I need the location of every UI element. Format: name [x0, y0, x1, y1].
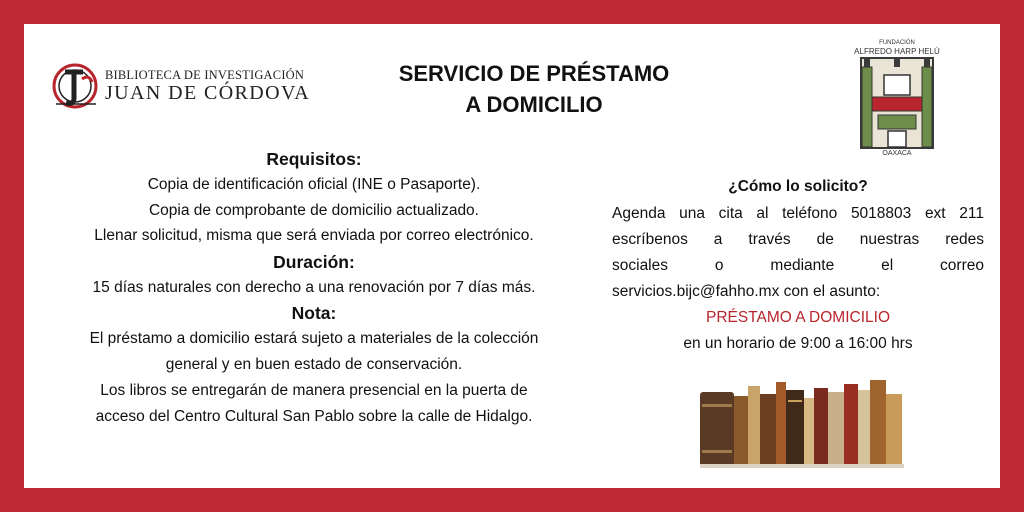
requisito-item: Copia de comprobante de domicilio actualizado.: [148, 201, 479, 219]
request-heading: ¿Cómo lo solicito?: [728, 178, 868, 195]
foundation-logo: [852, 40, 942, 158]
request-subject: PRÉSTAMO A DOMICILIO: [705, 309, 891, 326]
requisitos-heading: Requisitos:: [266, 149, 362, 169]
requirements-column: [40, 146, 588, 430]
foundation-name: ALFREDO HARP HELÚ: [854, 47, 940, 56]
library-monogram-icon: [52, 58, 100, 114]
nota-line: Los libros se entregarán de manera presencial en la puerta de: [100, 382, 528, 399]
duracion-text: 15 días naturales con derecho a una renovación por 7 días más.: [92, 278, 536, 296]
nota-heading: Nota:: [291, 303, 337, 323]
foundation-emblem-icon: [860, 57, 934, 149]
foundation-label: FUNDACIÓN: [879, 40, 915, 46]
requisito-item: Llenar solicitud, misma que será enviada por correo electrónico.: [94, 227, 534, 244]
request-line: escríbenos a través de nuestras redes: [612, 231, 984, 248]
request-column: [612, 175, 984, 357]
duracion-heading: Duración:: [273, 251, 355, 272]
library-logo: [52, 58, 312, 114]
request-email-line: servicios.bijc@fahho.mx con el asunto:: [612, 283, 881, 300]
nota-line: El préstamo a domicilio estará sujeto a materiales de la colección: [89, 330, 539, 347]
library-name-line1: BIBLIOTECA DE INVESTIGACIÓN: [105, 68, 305, 82]
title-line2: A DOMICILIO: [465, 92, 603, 117]
nota-line: acceso del Centro Cultural San Pablo sobre la calle de Hidalgo.: [95, 408, 533, 425]
books-illustration: [700, 374, 904, 470]
request-line: sociales o mediante el correo: [612, 257, 984, 274]
foundation-city: OAXACA: [882, 150, 912, 157]
page-title: [324, 58, 744, 120]
flyer-card: [24, 24, 1000, 488]
nota-line: general y en buen estado de conservación.: [165, 356, 463, 373]
requisito-item: Copia de identificación oficial (INE o Pasaporte).: [147, 176, 481, 193]
title-line1: SERVICIO DE PRÉSTAMO: [398, 61, 670, 86]
request-hours: en un horario de 9:00 a 16:00 hrs: [683, 335, 913, 352]
library-name-line2: JUAN DE CÓRDOVA: [105, 82, 311, 104]
request-line: Agenda una cita al teléfono 5018803 ext 211: [612, 205, 984, 222]
